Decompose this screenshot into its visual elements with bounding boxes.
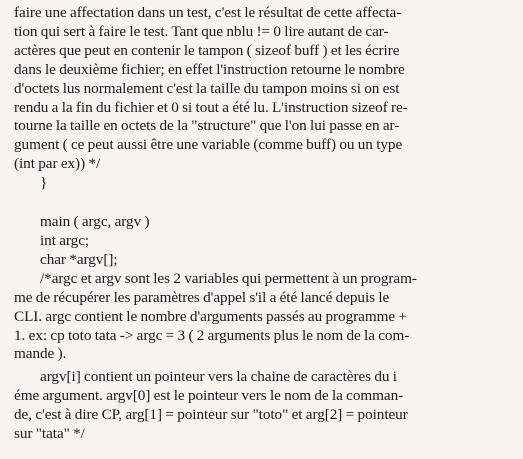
text-line: de, c'est à dire CP, arg[1] = pointeur sur "toto" et arg[2] = pointeur xyxy=(14,406,408,424)
text-line: CLI. argc contient le nombre d'arguments passés au programme + xyxy=(14,307,407,325)
code-line: main ( argc, argv ) xyxy=(40,213,150,231)
closing-brace: } xyxy=(40,174,48,192)
paragraph-argc-argv xyxy=(14,270,517,365)
text-line: d'octets lus normalement c'est la taille du tampon moins si on est xyxy=(14,79,400,97)
text-line: faire une affectation dans un test, c'est le résultat de cette affecta- xyxy=(14,4,402,21)
text-line: tourne la taille en octets de la "structure" que l'on lui passe en ar- xyxy=(14,117,400,135)
text-line: gument ( ce peut aussi être une variable (comme buff) ou un type xyxy=(14,136,403,154)
text-line: mande ). xyxy=(14,345,67,363)
text-line: (int par ex)) */ xyxy=(14,155,101,173)
text-line: tion qui sert à faire le test. Tant que nblu != 0 lire autant de car- xyxy=(14,22,389,40)
text-line: dans le deuxième fichier; en effet l'instruction retourne le nombre xyxy=(14,60,405,78)
text-line: rendu a la fin du fichier et 0 si tout a été lu. L'instruction sizeof re- xyxy=(14,98,408,116)
code-line: char *argv[]; xyxy=(40,250,118,268)
spacer xyxy=(14,193,517,213)
text-line: 1. ex: cp toto tata -> argc = 3 ( 2 arguments plus le nom de la com- xyxy=(14,326,410,344)
text-line: éme argument. argv[0] est le pointeur vers le nom de la comman- xyxy=(14,387,404,405)
text-line: actères que peut en contenir le tampon ( sizeof buff ) et les écrire xyxy=(14,41,400,59)
code-block xyxy=(14,213,517,270)
text-line: /*argc et argv sont les 2 variables qui permettent à un program- xyxy=(40,269,417,287)
text-line: me de récupérer les paramètres d'appel s'il a été lancé depuis le xyxy=(14,288,390,306)
text-line: argv[i] contient un pointeur vers la chaine de caractères du i xyxy=(40,368,397,386)
code-line: int argc; xyxy=(40,231,90,249)
text-line: sur "tata" */ xyxy=(14,425,85,443)
paragraph-affectation xyxy=(14,4,517,174)
paragraph-argv-i xyxy=(14,368,517,444)
